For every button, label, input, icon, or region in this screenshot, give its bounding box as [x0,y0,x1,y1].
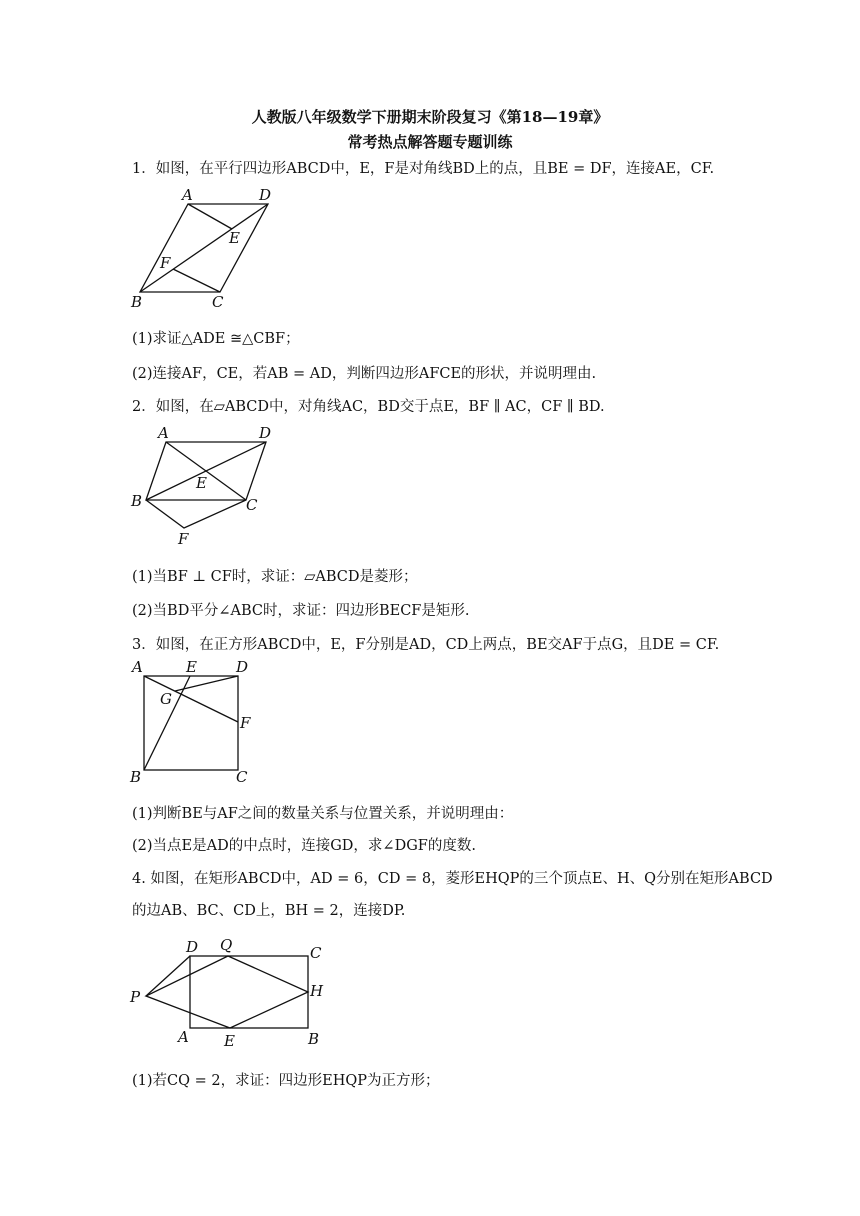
label-d: D [186,938,199,956]
label-a: A [182,186,193,204]
label-c: C [236,768,248,786]
segment-dp [146,956,190,996]
problem-4-stem-line2: 的边AB、BC、CD上，BH = 2，连接DP. [132,903,406,919]
problem-4-part-1: (1)若CQ = 2，求证：四边形EHQP为正方形； [132,1073,440,1089]
label-d: D [259,186,272,204]
segments-bf-cf [146,500,246,528]
segment-cf [173,269,220,292]
label-f: F [240,714,251,732]
label-b: B [308,1030,320,1048]
diagonal-bd [140,204,268,292]
label-b: B [131,492,143,510]
label-p: P [130,988,141,1006]
label-c: C [310,944,322,962]
label-e: E [196,474,207,492]
label-d: D [236,658,249,676]
problem-4-stem-line1: 4. 如图，在矩形ABCD中，AD = 6，CD = 8，菱形EHQP的三个顶点E、H、Q分别在矩形ABCD [132,871,773,887]
figure-rectangle-rhombus [126,934,336,1050]
label-c: C [212,293,224,311]
rhombus-ehqp [146,956,308,1028]
problem-2-part-2: (2)当BD平分∠ABC时，求证：四边形BECF是矩形. [132,603,470,619]
label-g: G [160,690,172,708]
doc-title-line2: 常考热点解答题专题训练 [347,133,513,151]
label-c: C [246,496,258,514]
doc-title-line1: 人教版八年级数学下册期末阶段复习《第18—19章》 [251,108,609,126]
figure-parallelogram [128,186,288,312]
problem-1-part-2: (2)连接AF，CE，若AB = AD，判断四边形AFCE的形状，并说明理由. [132,366,597,382]
label-e: E [224,1032,235,1050]
segment-af [144,676,238,722]
label-f: F [178,530,189,548]
figure-parallelogram-rhombus [126,424,286,548]
problem-3-part-2: (2)当点E是AD的中点时，连接GD，求∠DGF的度数. [132,838,476,854]
problem-1-part-1: (1)求证△ADE ≅△CBF； [132,331,300,347]
label-f: F [160,254,171,272]
segment-gd [175,676,238,691]
label-h: H [310,982,324,1000]
square-abcd [144,676,238,770]
label-b: B [131,293,143,311]
problem-3-part-1: (1)判断BE与AF之间的数量关系与位置关系，并说明理由： [132,806,514,822]
label-b: B [130,768,142,786]
segment-ae [188,204,232,229]
label-a: A [158,424,169,442]
rectangle-abcd [190,956,308,1028]
label-e: E [229,229,240,247]
problem-2-part-1: (1)当BF ⊥ CF时，求证：▱ABCD是菱形； [132,569,418,585]
figure-square [126,656,266,786]
problem-1-stem: 1．如图，在平行四边形ABCD中，E，F是对角线BD上的点，且BE = DF，连接AE，CF. [132,161,715,177]
label-a: A [178,1028,189,1046]
problem-2-stem: 2．如图，在▱ABCD中，对角线AC，BD交于点E，BF ∥ AC，CF ∥ BD. [132,399,605,415]
label-a: A [132,658,143,676]
label-e: E [186,658,197,676]
problem-3-stem: 3．如图，在正方形ABCD中，E，F分别是AD，CD上两点，BE交AF于点G，且DE = CF. [132,637,720,653]
label-d: D [259,424,272,442]
label-q: Q [220,936,233,954]
